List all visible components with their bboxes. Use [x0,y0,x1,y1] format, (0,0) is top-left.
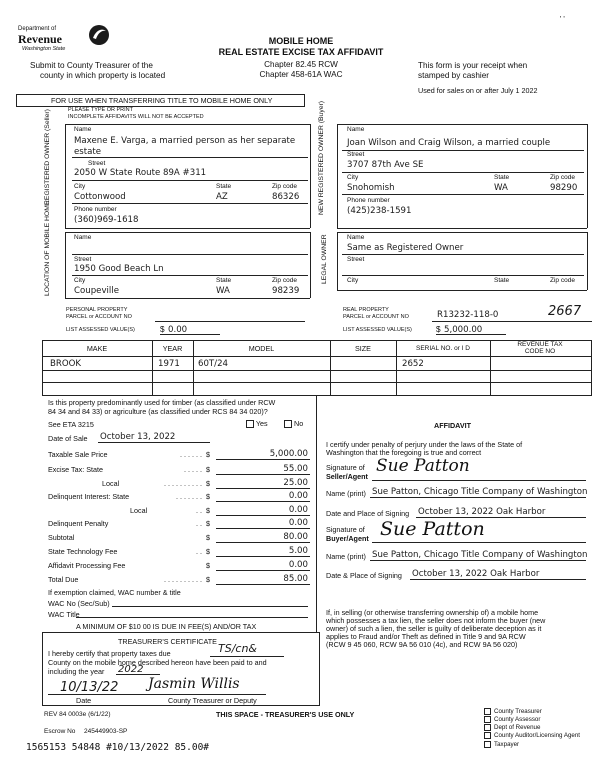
buyer-state[interactable]: WA [494,183,508,193]
sale-line-dollar: $ [206,533,210,542]
no-checkbox[interactable] [284,420,292,428]
sale-line-value[interactable]: 25.00 [283,478,308,488]
timber-yes[interactable] [246,419,268,428]
seller-zip-label: Zip code [272,183,297,190]
buyer-zip[interactable]: 98290 [550,183,578,193]
sale-line-dots: . . . . . . [180,450,202,459]
sale-line-dollar: $ [206,479,210,488]
timber-question-2: 84 34 and 84 33) or agriculture (as classified under RCS 84 34 020)? [48,407,268,416]
distribution-checkbox[interactable] [484,716,491,723]
receipt-line-2: stamped by cashier [418,71,489,80]
real-parcel-value[interactable]: R13232-118-0 [437,310,499,320]
legal-street-label: Street [347,256,365,263]
real-parcel-label: PARCEL or ACCOUNT NO [343,314,409,320]
sale-line-label: Local [102,479,120,488]
seller-phone-label: Phone number [74,206,117,213]
sale-line-dollar: $ [206,465,210,474]
row-year[interactable]: 1971 [158,359,180,369]
incomplete-notice: INCOMPLETE AFFIDAVITS WILL NOT BE ACCEPTED [68,114,204,120]
location-street[interactable]: 1950 Good Beach Ln [74,264,164,274]
col-size: SIZE [355,344,371,353]
sale-line-dots: . . [196,506,202,515]
location-label: LOCATION OF MOBILE HOME [44,200,51,296]
col-tax-code-2: CODE NO [524,348,556,355]
logo-dept-line: Department of [18,26,57,32]
see-eta: See ETA 3215 [48,420,94,429]
distribution-label: Dept of Revenue [494,724,541,732]
distribution-checkbox[interactable] [484,708,491,715]
seller-street-label: Street [88,160,106,167]
sale-line-label: State Technology Fee [48,547,118,556]
submit-line-2: county in which property is located [40,71,166,80]
distribution-list [484,708,580,749]
legal-city-label: City [347,277,359,284]
registered-owner-label: REGISTERED OWNER (Seller) [44,109,51,205]
seller-state-label: State [216,183,232,190]
treasurer-cert-1: I hereby certify that property taxes due [48,649,171,658]
new-registered-owner-label: NEW REGISTERED OWNER (Buyer) [318,100,325,215]
affidavit-certify-1: I certify under penalty of perjury under the laws of the State of [326,440,523,449]
seller-name-label: Name [74,126,92,133]
seller-date-place[interactable]: October 13, 2022 Oak Harbor [418,507,546,517]
seller-print-name[interactable]: Sue Patton, Chicago Title Company of Washington [372,487,588,497]
sale-line-label: Excise Tax: State [48,465,103,474]
transfer-notice-text: FOR USE WHEN TRANSFERRING TITLE TO MOBILE HOME ONLY [51,96,273,105]
personal-assessed-label: LIST ASSESSED VALUE(S) [66,327,135,333]
row-serial[interactable]: 2652 [402,359,424,369]
affidavit-title: AFFIDAVIT [434,421,471,430]
treasurer-date-label: Date [76,696,92,705]
minimum-due: A MINIMUM OF $10 00 IS DUE IN FEE(S) AND/OR TAX [76,622,257,631]
sale-line-value[interactable]: 0.00 [288,505,308,515]
buyer-print-label: Name (print) [326,552,366,561]
distribution-item [484,716,580,724]
form-title-2: REAL ESTATE EXCISE TAX AFFIDAVIT [218,47,384,57]
submit-line-1: Submit to County Treasurer of the [30,61,153,70]
buyer-street-label: Street [347,151,365,158]
buyer-date-place[interactable]: October 13, 2022 Oak Harbor [412,569,540,579]
swoosh-icon [88,24,110,46]
treasurer-taxes-due: TS/cn& [218,642,258,655]
distribution-checkbox[interactable] [484,741,491,748]
sale-line-label: Local [130,506,148,515]
treasurer-cert-3: including the year [48,667,105,676]
buyer-sig-label-2: Buyer/Agent [326,534,369,543]
sale-line-label: Delinquent Interest: State [48,492,130,501]
form-title-1: MOBILE HOME [268,36,334,46]
sale-line-dots: . . . . . . . . . . [164,479,202,488]
used-for: Used for sales on or after July 1 2022 [418,86,538,95]
sale-line-label: Affidavit Processing Fee [48,561,126,570]
seller-name-line-2[interactable]: estate [74,147,102,157]
distribution-checkbox[interactable] [484,732,491,739]
buyer-phone-label: Phone number [347,197,390,204]
buyer-phone[interactable]: (425)238-1591 [347,206,412,216]
sale-line-dots: . . . . . [184,465,202,474]
seller-sig-label-2: Seller/Agent [326,472,368,481]
treasurer-sig-label: County Treasurer or Deputy [168,696,257,705]
buyer-state-label: State [494,174,510,181]
seller-state[interactable]: AZ [216,192,228,202]
seller-street[interactable]: 2050 W State Route 89A #311 [74,168,207,178]
sale-line-dots: . . . . . . . . . . [164,575,202,584]
sale-line-value[interactable]: 0.00 [288,560,308,570]
yes-checkbox[interactable] [246,420,254,428]
location-city[interactable]: Coupeville [74,286,119,296]
lien-warning-1: If, in selling (or otherwise transferring ownership of) a mobile home [326,608,539,617]
seller-date-place-label: Date and Place of Signing [326,509,410,518]
treasurer-date: 10/13/22 [60,680,119,695]
wac-no-label: WAC No (Sec/Sub) [48,599,110,608]
affidavit-certify-2: Washington that the foregoing is true and correct [326,448,482,457]
distribution-checkbox[interactable] [484,724,491,731]
buyer-date-place-label: Date & Place of Signing [326,571,402,580]
seller-signature[interactable]: Sue Patton [376,456,470,476]
sale-line-value[interactable]: 0.00 [288,518,308,528]
legal-state-label: State [494,277,510,284]
real-assessed-label: LIST ASSESSED VALUE(S) [343,327,412,333]
sale-line-value[interactable]: 55.00 [283,464,308,474]
real-parcel-handwritten: 2667 [548,304,582,319]
seller-phone[interactable]: (360)969-1618 [74,215,139,225]
date-of-sale[interactable]: October 13, 2022 [100,432,176,442]
seller-sig-label-1: Signature of [326,463,365,472]
chapter-rcw: Chapter 82.45 RCW [264,60,338,69]
treasurer-title: TREASURER'S CERTIFICATE [118,637,217,646]
seller-city-label: City [74,183,86,190]
lien-warning-4: applies to Fraud and/or Theft as defined in Title 9 and 9A RCW [326,632,526,641]
legal-zip-label: Zip code [550,277,575,284]
sale-line-value[interactable]: 5,000.00 [269,449,308,459]
row-make[interactable]: BROOK [50,359,82,369]
distribution-label: County Treasurer [494,708,542,716]
seller-name-line-1[interactable]: Maxene E. Varga, a married person as her separate [74,136,296,146]
location-state-label: State [216,277,232,284]
sale-line-label: Taxable Sale Price [48,450,108,459]
sale-line-value[interactable]: 0.00 [288,491,308,501]
location-city-label: City [74,277,86,284]
legal-name-label: Name [347,234,365,241]
sale-line-label: Delinquent Penalty [48,519,109,528]
corner-marks: ' ' [560,14,565,23]
seller-city[interactable]: Cottonwood [74,192,126,202]
location-name-label: Name [74,234,92,241]
sale-line-dollar: $ [206,519,210,528]
timber-no[interactable] [284,419,303,428]
escrow-number: 245449903-SP [84,728,128,735]
sale-line-dollar: $ [206,547,210,556]
receipt-line-1: This form is your receipt when [418,61,528,70]
sale-line-dollar: $ [206,492,210,501]
escrow-label: Escrow No [44,728,76,735]
seller-zip[interactable]: 86326 [272,192,300,202]
sale-line-dots: . . . . . . . [176,492,202,501]
personal-assessed-value[interactable]: 0.00 [168,325,188,335]
personal-parcel-label: PARCEL or ACCOUNT NO [66,314,132,320]
lien-warning-5: (RCW 9 45 060, RCW 9A 56 010 (4c), and RCW 9A 56 020) [326,640,518,649]
chapter-wac: Chapter 458-61A WAC [259,70,343,79]
buyer-sig-label-1: Signature of [326,525,365,534]
distribution-label: County Assessor [494,716,541,724]
sale-line-value[interactable]: 5.00 [288,546,308,556]
buyer-zip-label: Zip code [550,174,575,181]
buyer-signature[interactable]: Sue Patton [380,518,485,540]
location-zip-label: Zip code [272,277,297,284]
seller-print-label: Name (print) [326,489,366,498]
col-year: YEAR [162,344,183,353]
real-dollar: $ [436,325,441,334]
distribution-item [484,741,580,749]
timber-question-1: Is this property predominantly used for timber (as classified under RCW [48,398,276,407]
distribution-item [484,708,580,716]
sale-line-dollar: $ [206,575,210,584]
sale-line-value[interactable]: 85.00 [283,574,308,584]
rev-number: REV 84 0003e (6/1/22) [44,711,111,718]
col-make: MAKE [86,344,108,353]
buyer-print-name[interactable]: Sue Patton, Chicago Title Company of Washington [372,550,588,560]
buyer-city-label: City [347,174,359,181]
lien-warning-2: which possesses a tax lien, the seller does not inform the buyer (new [326,616,546,625]
sale-line-label: Subtotal [48,533,75,542]
location-zip[interactable]: 98239 [272,286,300,296]
date-of-sale-label: Date of Sale [48,434,88,443]
real-property-label: REAL PROPERTY [343,307,389,313]
payment-stamp: 1565153 54848 #10/13/2022 85.00# [26,742,210,753]
yes-label: Yes [255,419,268,428]
distribution-label: County Auditor/Licensing Agent [494,732,580,740]
col-serial: SERIAL NO. or I D [416,345,470,352]
personal-property-label: PERSONAL PROPERTY [66,307,128,313]
no-label: No [294,419,304,428]
treasurer-year: 2022 [118,664,144,675]
buyer-name[interactable]: Joan Wilson and Craig Wilson, a married couple [347,138,551,148]
col-tax-code-1: REVENUE TAX [517,341,563,348]
transfer-notice [16,94,305,107]
distribution-label: Taxpayer [494,740,520,748]
treasurer-use-only: THIS SPACE - TREASURER'S USE ONLY [216,710,355,719]
exemption-label: If exemption claimed, WAC number & title [48,588,181,597]
type-or-print: PLEASE TYPE OR PRINT [68,107,134,113]
logo-revenue: Revenue [18,32,62,46]
location-street-label: Street [74,256,92,263]
personal-dollar: $ [160,325,165,334]
buyer-street[interactable]: 3707 87th Ave SE [347,160,424,170]
buyer-city[interactable]: Snohomish [347,183,395,193]
legal-owner-name[interactable]: Same as Registered Owner [347,243,464,253]
sale-line-value[interactable]: 80.00 [283,532,308,542]
sale-line-dots: . . [196,519,202,528]
sale-line-label: Total Due [48,575,79,584]
treasurer-cert-2: County on the mobile home described hereon have been paid to and [48,658,267,667]
distribution-item [484,732,580,740]
dor-logo [18,26,126,58]
lien-warning-3: owner) of such a lien, the seller is guilty of deliberate deception as it [326,624,542,633]
real-assessed-value[interactable]: 5,000.00 [444,325,483,335]
legal-owner-label: LEGAL OWNER [321,234,328,284]
buyer-name-label: Name [347,126,365,133]
treasurer-signature: Jasmin Willis [148,676,240,692]
sale-line-dollar: $ [206,450,210,459]
logo-state: Washington State [22,46,66,52]
sale-line-dots: . . [196,547,202,556]
wac-title-label: WAC Title [48,610,80,619]
sale-line-dollar: $ [206,561,210,570]
distribution-item [484,724,580,732]
sale-line-dollar: $ [206,506,210,515]
row-model[interactable]: 60T/24 [198,359,229,369]
col-model: MODEL [248,344,275,353]
location-state[interactable]: WA [216,286,230,296]
